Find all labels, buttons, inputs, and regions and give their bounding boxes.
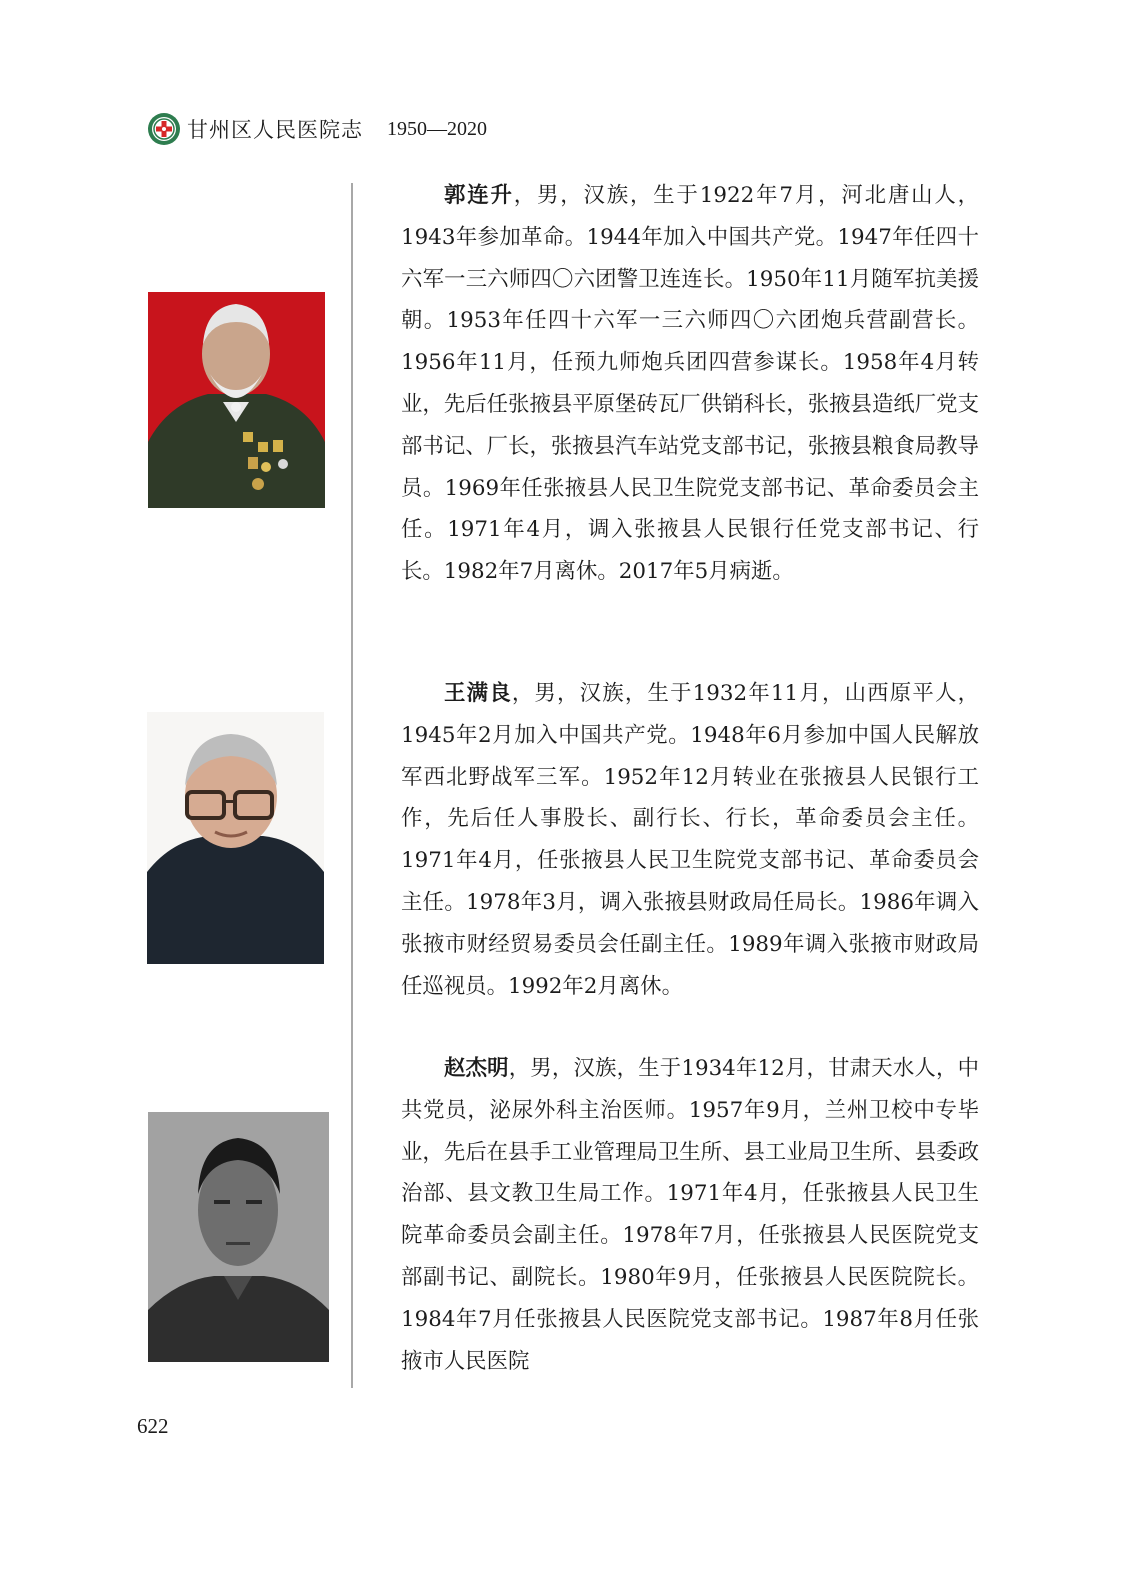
book-years: 1950—2020 — [387, 117, 487, 140]
biography-entry — [401, 1048, 979, 1382]
biography-entry — [401, 175, 979, 593]
page-number: 622 — [137, 1414, 169, 1438]
portrait-photo-red-background — [148, 292, 325, 508]
person-name: 赵杰明 — [444, 1056, 509, 1081]
portrait-photo-wang-manliang — [147, 712, 324, 964]
hospital-emblem-icon — [147, 112, 181, 146]
biography-text: ，男，汉族，生于1932年11月，山西原平人，1945年2月加入中国共产党。1948年6月参加中国人民解放军西北野战军三军。1952年12月转业在张掖县人民银行工作，先后任人事股长、副行长、行长，革命委员会主任。1971年4月，任张掖县人民卫生院党支部书记、革命委员会主任。1978年3月，调入张掖县财政局任局长。1986年调入张掖市财经贸易委员会任副主任。1989年调入张掖市财政局任巡视员。1992年2月离休。 — [401, 681, 979, 999]
column-divider — [351, 183, 353, 1388]
biography-text: ，男，汉族，生于1934年12月，甘肃天水人，中共党员，泌尿外科主治医师。1957年9月，兰州卫校中专毕业，先后在县手工业管理局卫生所、县工业局卫生所、县委政治部、县文教卫生局工作。1971年4月，任张掖县人民卫生院革命委员会副主任。1978年7月，任张掖县人民医院党支部副书记、副院长。1980年9月，任张掖县人民医院院长。1984年7月任张掖县人民医院党支部书记。1987年8月任张掖市人民医院 — [401, 1056, 979, 1374]
person-name: 郭连升 — [444, 183, 514, 208]
person-name: 王满良 — [444, 681, 512, 706]
running-header — [147, 112, 487, 146]
portrait-photo-black-and-white — [148, 1112, 329, 1362]
portrait-photo-guo-liansheng — [148, 292, 325, 508]
portrait-photo-zhao-jieming — [148, 1112, 329, 1362]
biography-text: ，男，汉族，生于1922年7月，河北唐山人，1943年参加革命。1944年加入中国共产党。1947年任四十六军一三六师四〇六团警卫连连长。1950年11月随军抗美援朝。1953年任四十六军一三六师四〇六团炮兵营副营长。1956年11月，任预九师炮兵团四营参谋长。1958年4月转业，先后任张掖县平原堡砖瓦厂供销科长，张掖县造纸厂党支部书记、厂长，张掖县汽车站党支部书记，张掖县粮食局教导员。1969年任张掖县人民卫生院党支部书记、革命委员会主任。1971年4月，调入张掖县人民银行任党支部书记、行长。1982年7月离休。2017年5月病逝。 — [401, 183, 979, 585]
biography-entry — [401, 673, 979, 1007]
book-title: 甘州区人民医院志 — [187, 118, 363, 142]
portrait-photo-white-background — [147, 712, 324, 964]
